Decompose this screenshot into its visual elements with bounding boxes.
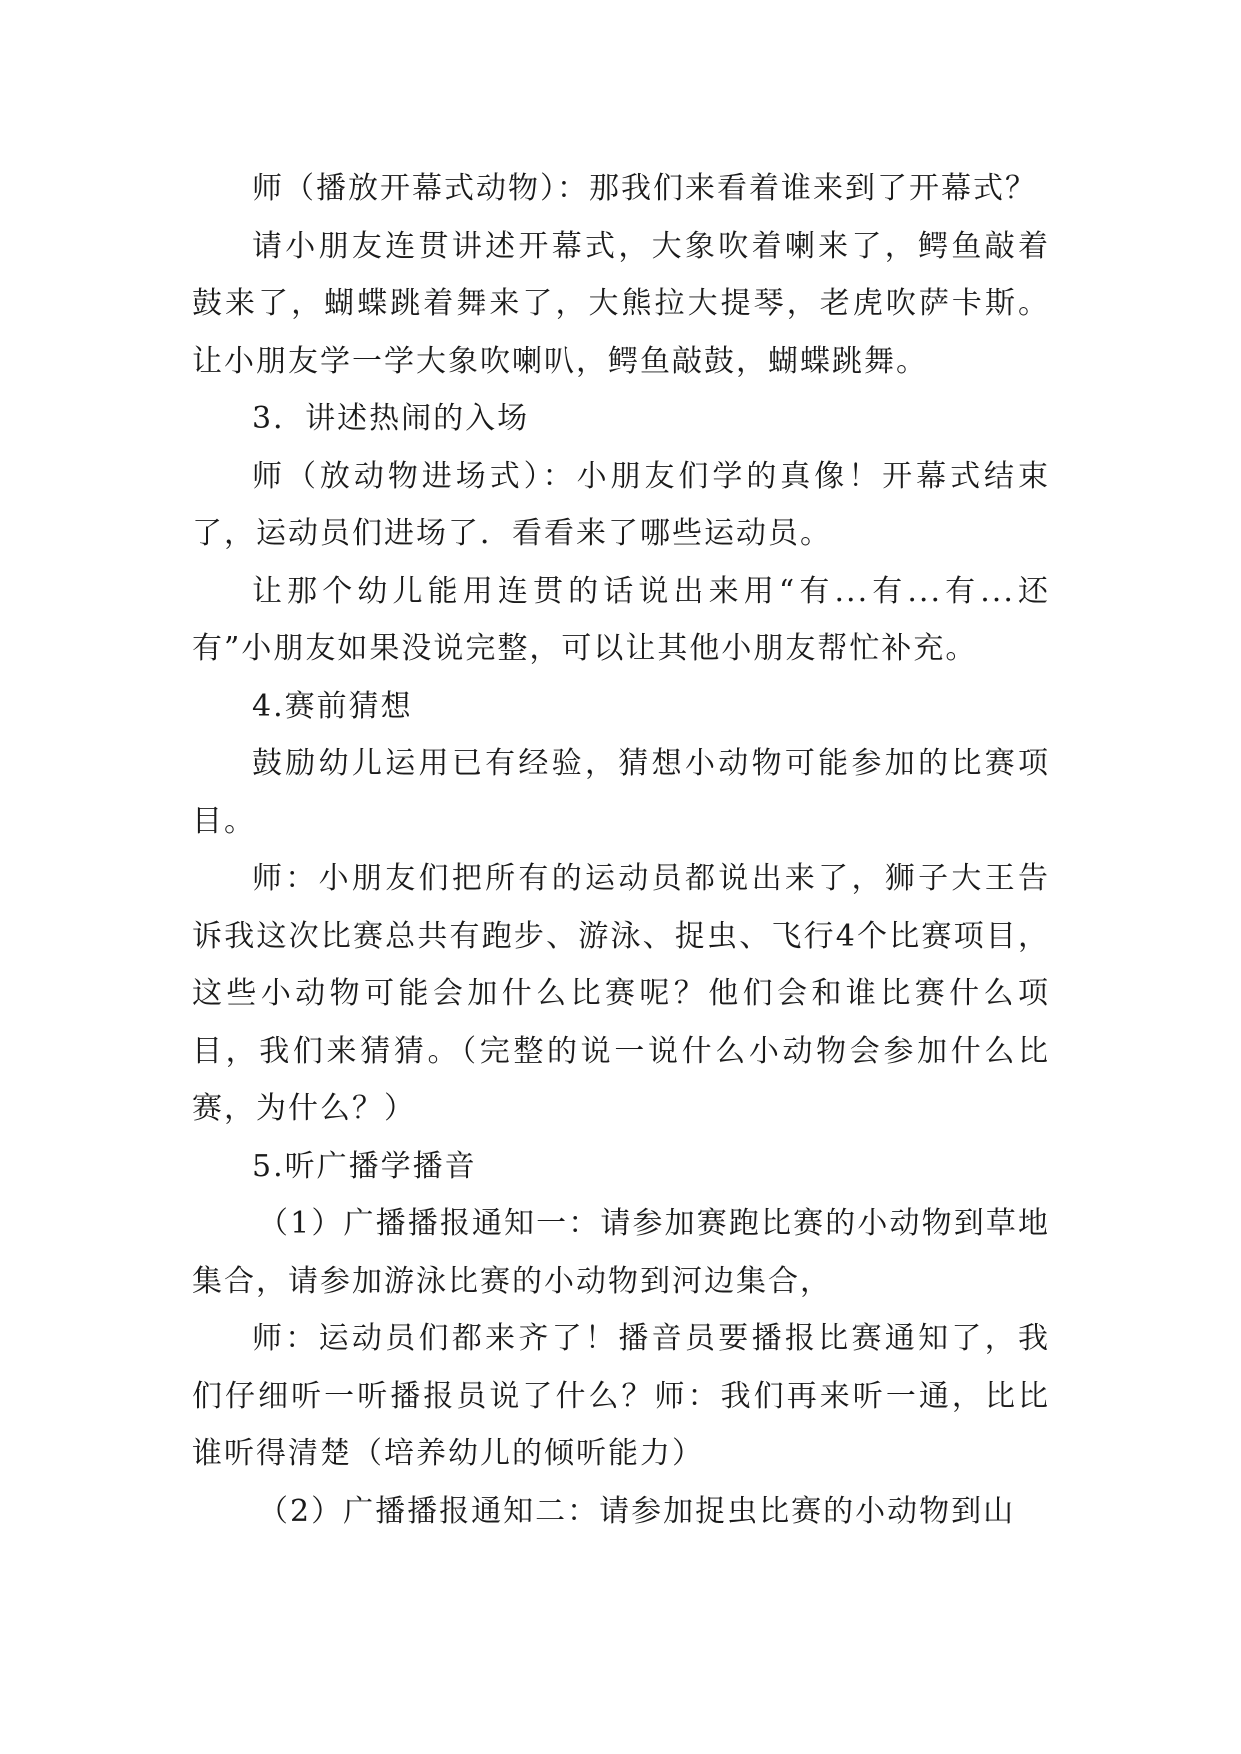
section-heading-4: 4.赛前猜想 xyxy=(252,688,413,724)
paragraph-broadcast-1: （1）广播播报通知一：请参加赛跑比赛的小动物到草地集合，请参加游泳比赛的小动物到河边集合， xyxy=(192,1206,1050,1299)
paragraph-encourage-guess: 鼓励幼儿运用已有经验，猜想小动物可能参加的比赛项目。 xyxy=(192,746,1050,839)
paragraph-teacher-listen: 师：运动员们都来齐了！播音员要播报比赛通知了，我们仔细听一听播报员说了什么？师：我们再来听一通，比比谁听得清楚（培养幼儿的倾听能力） xyxy=(192,1321,1050,1471)
section-heading-5: 5.听广播学播音 xyxy=(252,1148,477,1184)
paragraph-opening-ceremony: 师（播放开幕式动物）：那我们来看着谁来到了开幕式？ xyxy=(252,171,1037,206)
paragraph-teacher-events: 师：小朋友们把所有的运动员都说出来了，狮子大王告诉我这次比赛总共有跑步、游泳、捉虫、飞行4个比赛项目，这些小动物可能会加什么比赛呢？他们会和谁比赛什么项目，我们来猜猜。（完整的说一说什么小动物会参加什么比赛，为什么？） xyxy=(192,861,1050,1126)
paragraph-athletes-enter: 师（放动物进场式）：小朋友们学的真像！开幕式结束了，运动员们进场了．看看来了哪些运动员。 xyxy=(192,458,1050,551)
paragraph-sentence-pattern: 让那个幼儿能用连贯的话说出来用“有...有...有...还有”小朋友如果没说完整，可以让其他小朋友帮忙补充。 xyxy=(192,573,1050,666)
paragraph-broadcast-2: （2）广播播报通知二：请参加捉虫比赛的小动物到山 xyxy=(258,1493,1016,1529)
document-body xyxy=(192,160,1050,1540)
section-heading-3: 3．讲述热闹的入场 xyxy=(252,401,530,436)
paragraph-retell-opening: 请小朋友连贯讲述开幕式，大象吹着喇来了，鳄鱼敲着鼓来了，蝴蝶跳着舞来了，大熊拉大提琴，老虎吹萨卡斯。让小朋友学一学大象吹喇叭，鳄鱼敲鼓，蝴蝶跳舞。 xyxy=(192,228,1050,379)
